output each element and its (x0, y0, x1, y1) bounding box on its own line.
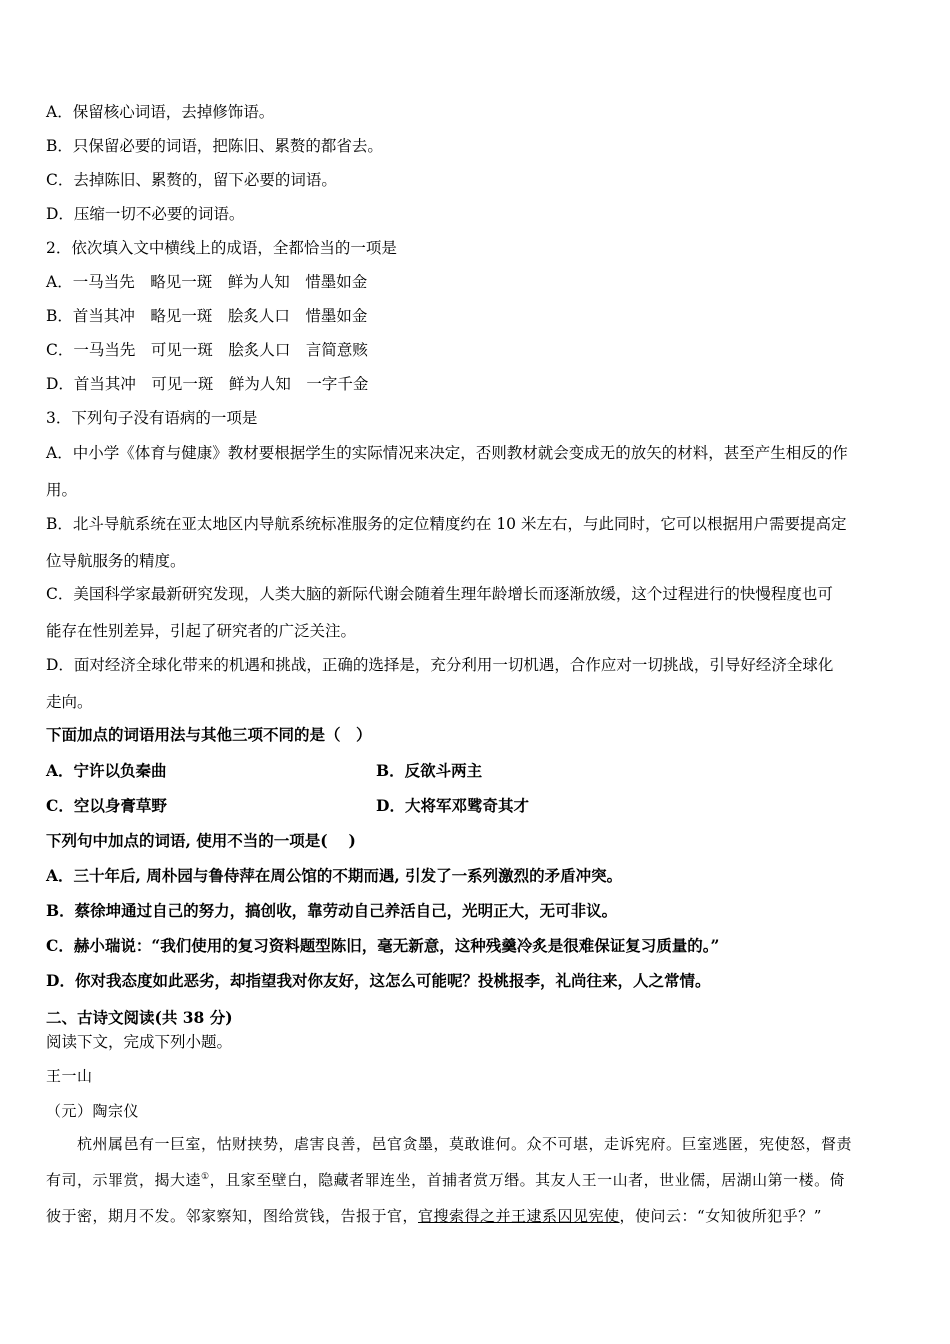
q1-option-a: A．保留核心词语，去掉修饰语。 (46, 103, 275, 121)
passage-line-3-b: ，使问云：“女知彼所犯乎？” (619, 1207, 822, 1225)
q1-option-c: C．去掉陈旧、累赘的，留下必要的词语。 (46, 171, 337, 189)
q3-option-d-line1: D．面对经济全球化带来的机遇和挑战，正确的选择是，充分利用一切机遇，合作应对一切挑战，引导好经济全球化 (46, 656, 834, 674)
q2-option-b: B．首当其冲 略见一斑 脍炙人口 惜墨如金 (46, 307, 368, 325)
q4-stem: 下面加点的词语用法与其他三项不同的是（ ） (46, 725, 372, 744)
q4-option-b: B．反欲斗两主 (376, 761, 483, 780)
footnote-marker: ① (201, 1172, 210, 1182)
q4-option-d: D．大将军邓骘奇其才 (376, 796, 529, 815)
q3-option-a-line2: 用。 (46, 481, 78, 499)
q4-option-a: A．宁许以负秦曲 (46, 761, 167, 780)
passage-line-3 (46, 1206, 822, 1226)
passage-title: 王一山 (46, 1067, 93, 1085)
q5-stem: 下列句中加点的词语, 使用不当的一项是( ) (46, 831, 356, 850)
passage-line-2-b: ，且家至壁白，隐藏者罪连坐，首捕者赏万缗。其友人王一山者，世业儒，居湖山第一楼。倚 (209, 1171, 846, 1189)
q2-stem: 2．依次填入文中横线上的成语，全都恰当的一项是 (46, 239, 397, 257)
q3-stem: 3．下列句子没有语病的一项是 (46, 409, 258, 427)
q1-option-b: B．只保留必要的词语，把陈旧、累赘的都省去。 (46, 137, 383, 155)
passage-line-1: 杭州属邑有一巨室，怙财挟势，虐害良善，邑官贪墨，莫敢谁何。众不可堪，走诉宪府。巨室逃匿，宪使怒，督责 (46, 1135, 853, 1153)
q2-option-d: D．首当其冲 可见一斑 鲜为人知 一字千金 (46, 375, 369, 393)
q1-option-d: D．压缩一切不必要的词语。 (46, 205, 245, 223)
q4-option-c: C．空以身膏草野 (46, 796, 167, 815)
q5-option-b: B．蔡徐坤通过自己的努力，搞创收，靠劳动自己养活自己，光明正大，无可非议。 (46, 901, 618, 920)
q3-option-b-line1: B．北斗导航系统在亚太地区内导航系统标准服务的定位精度约在 10 米左右，与此同时，它可以根据用户需要提高定 (46, 515, 847, 533)
q5-option-a: A．三十年后, 周朴园与鲁侍萍在周公馆的不期而遇, 引发了一系列激烈的矛盾冲突。 (46, 866, 623, 885)
q3-option-c-line1: C．美国科学家最新研究发现，人类大脑的新际代谢会随着生理年龄增长而逐渐放缓，这个过程进行的快慢程度也可 (46, 585, 833, 603)
q5-option-c: C．赫小瑞说：“我们使用的复习资料题型陈旧，毫无新意，这种残羹冷炙是很难保证复习质量的。” (46, 936, 720, 955)
section-title: 二、古诗文阅读(共 38 分) (46, 1008, 233, 1027)
q3-option-d-line2: 走向。 (46, 693, 93, 711)
q3-option-c-line2: 能存在性别差异，引起了研究者的广泛关注。 (46, 622, 357, 640)
passage-author: （元）陶宗仪 (46, 1102, 140, 1120)
q5-option-d: D．你对我态度如此恶劣，却指望我对你友好，这怎么可能呢？投桃报李，礼尚往来，人之常情。 (46, 971, 711, 990)
q2-option-c: C．一马当先 可见一斑 脍炙人口 言简意赅 (46, 341, 368, 359)
q2-option-a: A．一马当先 略见一斑 鲜为人知 惜墨如金 (46, 273, 368, 291)
q3-option-b-line2: 位导航服务的精度。 (46, 552, 186, 570)
reading-instruction: 阅读下文，完成下列小题。 (46, 1033, 233, 1051)
passage-line-3-a: 彼于密，期月不发。邻家察知，图给赏钱，告报于官， (46, 1207, 419, 1225)
passage-line-2-a: 有司，示罪赏，揭大逵 (46, 1171, 202, 1189)
underlined-sentence: 官搜索得之并王逮系囚见宪使 (418, 1207, 620, 1225)
passage-line-2 (46, 1170, 845, 1190)
q3-option-a-line1: A．中小学《体育与健康》教材要根据学生的实际情况来决定，否则教材就会变成无的放矢的材料，甚至产生相反的作 (46, 444, 848, 462)
